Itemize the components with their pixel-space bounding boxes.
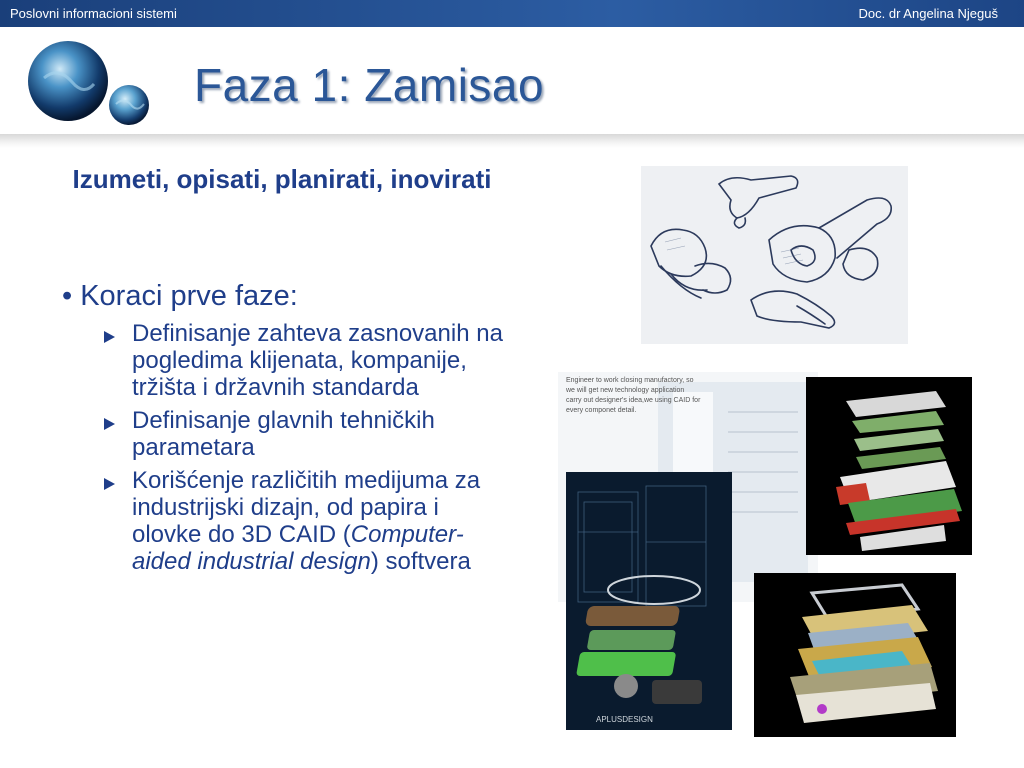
list-item [104, 467, 504, 575]
list-item [104, 407, 504, 461]
course-name: Poslovni informacioni sistemi [10, 6, 177, 21]
arrow-bullet-icon [104, 418, 115, 430]
top-bar [0, 0, 1024, 27]
product-sketch-image [641, 166, 908, 344]
main-bullet: • Koraci prve faze: [62, 280, 298, 312]
list-item-text: Korišćenje različitih medijuma za industrijski dizajn, od papira i olovke do 3D CAID (Computer-aided industrial design) softvera [132, 467, 481, 575]
list-item-text: Definisanje glavnih tehničkih parametara [132, 407, 435, 461]
author-name: Doc. dr Angelina Njeguš [858, 6, 998, 21]
aplusdesign-watermark: APLUSDESIGN [596, 715, 653, 724]
arrow-bullet-icon [104, 331, 115, 343]
slide-subtitle: Izumeti, opisati, planirati, inovirati [72, 164, 492, 194]
exploded-device-image [806, 377, 972, 555]
header-divider [0, 134, 1024, 148]
globe-logo-icon [24, 38, 154, 130]
watch-exploded-image [754, 573, 956, 737]
arrow-bullet-icon [104, 478, 115, 490]
phone-exploded-image [566, 472, 732, 730]
caid-term: Computer-aided industrial design [132, 521, 464, 575]
sub-bullet-list [104, 320, 504, 581]
slide-title: Faza 1: Zamisao [194, 59, 545, 111]
list-item-text: Definisanje zahteva zasnovanih na pogledima klijenata, kompanije, tržišta i državnih standarda [132, 320, 503, 401]
list-item [104, 320, 504, 401]
caid-description: Engineer to work closing manufactory, so we will get new technology application carry out designer's idea,we using CAID for every componet detail. [566, 377, 701, 414]
